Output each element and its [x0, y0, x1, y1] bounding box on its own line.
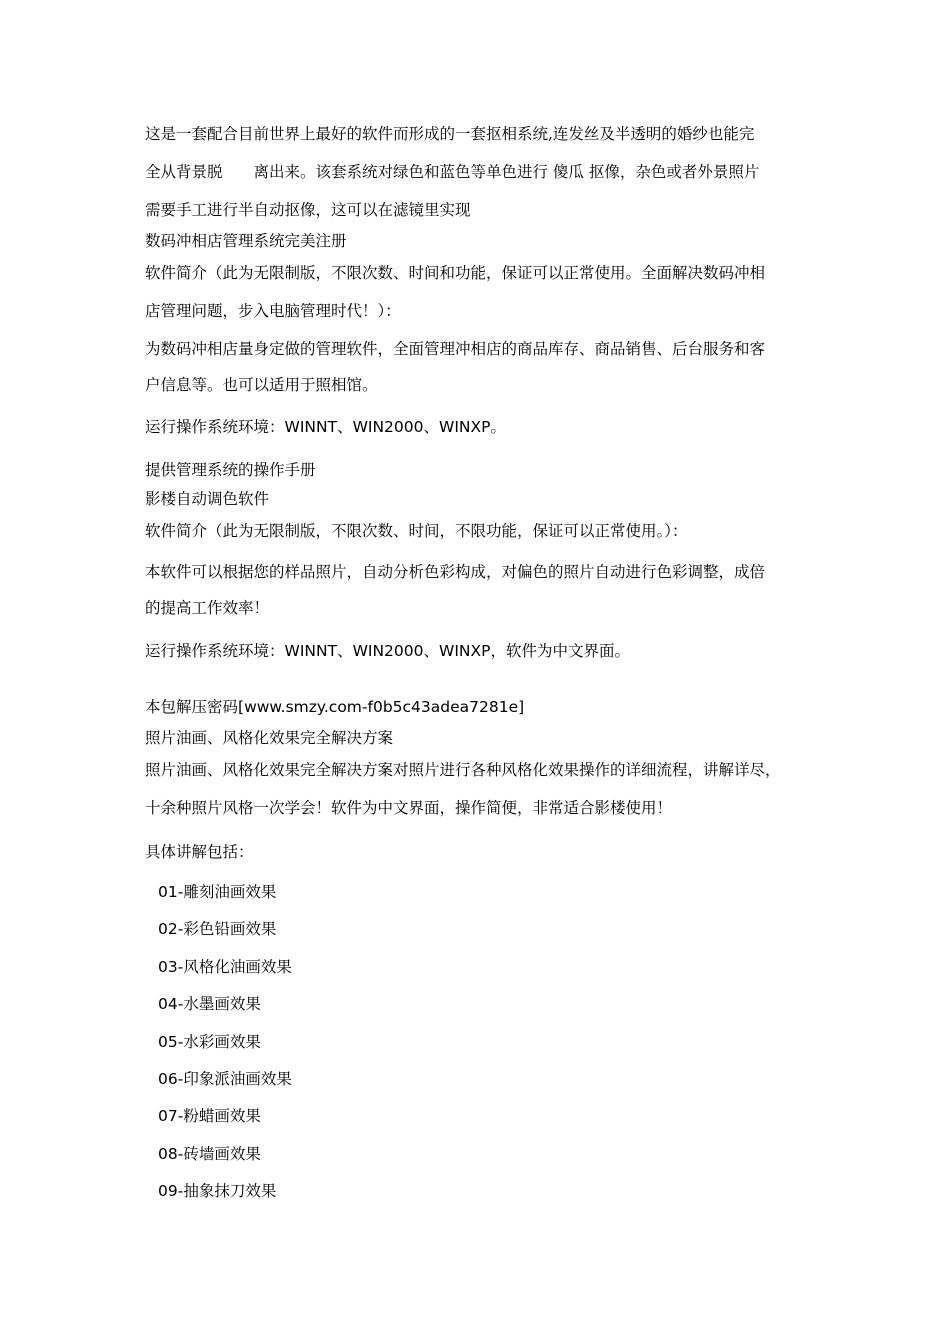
password-value: [www.smzy.com-f0b5c43adea7281e] [238, 698, 525, 716]
section2-env-label: 运行操作系统环境： [145, 642, 285, 660]
section2-env-suffix: ，软件为中文界面。 [490, 642, 630, 660]
list-item-number: 06- [158, 1070, 184, 1088]
section2-desc-line-1: 本软件可以根据您的样品照片，自动分析色彩构成，对偏色的照片自动进行色彩调整，成倍 [145, 563, 766, 581]
list-item-number: 02- [158, 920, 184, 938]
list-item-number: 08- [158, 1145, 184, 1163]
list-item-number: 09- [158, 1182, 184, 1200]
list-item [158, 1106, 261, 1126]
list-item-number: 05- [158, 1033, 184, 1051]
list-item-text: 抽象抹刀效果 [183, 1182, 277, 1200]
section1-manual: 提供管理系统的操作手册 [145, 461, 316, 479]
section2-intro: 软件简介（此为无限制版，不限次数、时间，不限功能，保证可以正常使用。）： [145, 522, 688, 540]
section1-env-value: WINNT、WIN2000、WINXP。 [284, 418, 506, 436]
section1-desc-line-1: 为数码冲相店量身定做的管理软件，全面管理冲相店的商品库存、商品销售、后台服务和客 [145, 340, 766, 358]
list-item-text: 砖墙画效果 [183, 1145, 261, 1163]
section2-desc-line-2: 的提高工作效率！ [145, 599, 270, 617]
section3-desc-line-2: 十余种照片风格一次学会！软件为中文界面，操作简便，非常适合影楼使用！ [145, 799, 673, 817]
list-item-text: 印象派油画效果 [183, 1070, 292, 1088]
list-item-text: 粉蜡画效果 [183, 1107, 261, 1125]
list-item [158, 882, 276, 902]
list-item-text: 风格化油画效果 [183, 958, 292, 976]
list-item [158, 1144, 261, 1164]
section1-intro-line-2: 店管理问题，步入电脑管理时代！）： [145, 302, 401, 320]
section1-intro-line-1: 软件简介（此为无限制版，不限次数、时间和功能，保证可以正常使用。全面解决数码冲相 [145, 264, 766, 282]
section2-title: 影楼自动调色软件 [145, 490, 270, 508]
list-item-text: 彩色铅画效果 [183, 920, 277, 938]
intro-line-3: 需要手工进行半自动抠像，这可以在滤镜里实现 [145, 201, 471, 219]
intro-line-1: 这是一套配合目前世界上最好的软件而形成的一套抠相系统,连发丝及半透明的婚纱也能完 [145, 125, 755, 143]
list-item-number: 04- [158, 995, 184, 1013]
section2-env-value: WINNT、WIN2000、WINXP [284, 642, 491, 660]
password-line [145, 697, 524, 717]
list-item-number: 03- [158, 958, 184, 976]
list-item-text: 水彩画效果 [183, 1033, 261, 1051]
section1-env [145, 417, 506, 437]
list-item [158, 1069, 292, 1089]
list-item [158, 1181, 276, 1201]
list-item-text: 雕刻油画效果 [183, 883, 277, 901]
intro-line-2: 全从背景脱 离出来。该套系统对绿色和蓝色等单色进行 傻瓜 抠像，杂色或者外景照片 [145, 163, 760, 181]
list-item [158, 957, 292, 977]
section2-env [145, 641, 630, 661]
list-item [158, 1032, 261, 1052]
section3-desc-line-1: 照片油画、风格化效果完全解决方案对照片进行各种风格化效果操作的详细流程，讲解详尽， [145, 761, 781, 779]
section1-env-label: 运行操作系统环境： [145, 418, 285, 436]
list-item [158, 994, 261, 1014]
list-item-text: 水墨画效果 [183, 995, 261, 1013]
list-item-number: 07- [158, 1107, 184, 1125]
password-label: 本包解压密码 [145, 698, 239, 716]
list-item-number: 01- [158, 883, 184, 901]
list-item [158, 919, 276, 939]
section1-desc-line-2: 户信息等。也可以适用于照相馆。 [145, 376, 378, 394]
section3-list-heading: 具体讲解包括： [145, 843, 254, 861]
section1-title: 数码冲相店管理系统完美注册 [145, 232, 347, 250]
section3-title: 照片油画、风格化效果完全解决方案 [145, 729, 394, 747]
